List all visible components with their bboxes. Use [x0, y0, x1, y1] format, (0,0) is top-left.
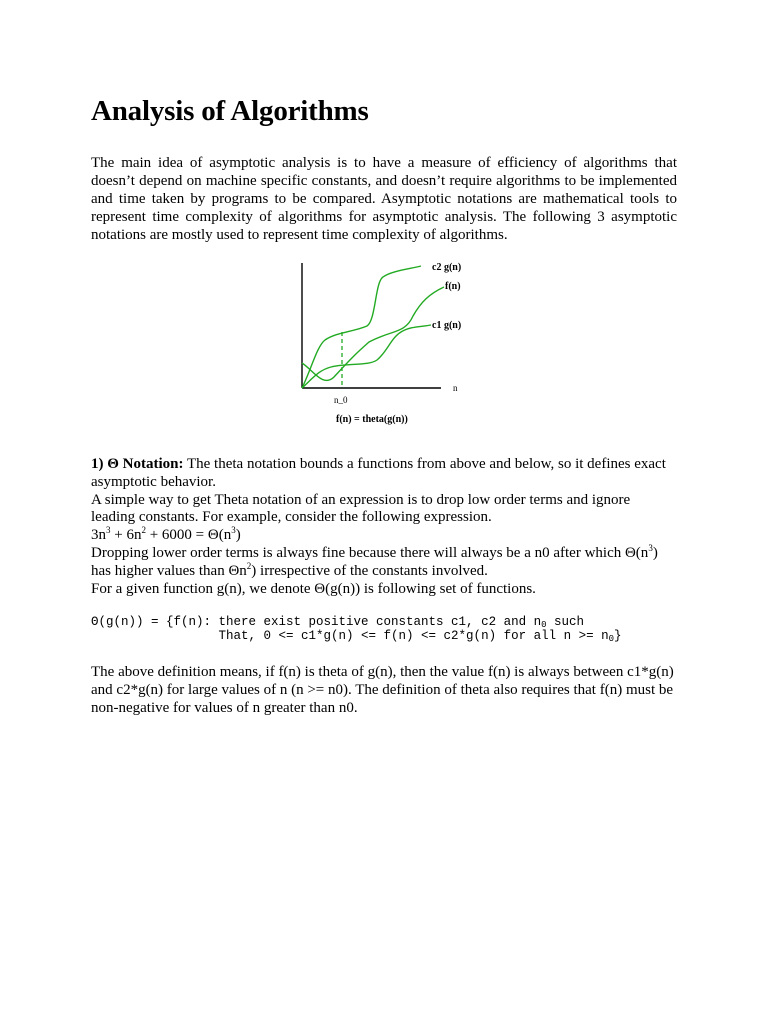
drop-line-1: [91, 542, 677, 563]
code-part: That, 0 <= c1*g(n) <= f(n) <= c2*g(n) for all n >= n: [91, 629, 609, 644]
theta-section: [91, 456, 677, 598]
theta-expression: [91, 527, 677, 545]
expr-part: ): [235, 527, 241, 544]
expr-part: + 6n: [110, 527, 142, 544]
theta-graph: [91, 260, 677, 438]
given-line: For a given function g(n), we denote Θ(g(n)) is following set of functions.: [91, 580, 536, 597]
expr-part: 3n: [91, 527, 106, 544]
document-page: [91, 92, 677, 717]
drop-sup: 3: [648, 542, 653, 553]
drop-part: ) irrespective of the constants involved.: [251, 562, 488, 579]
code-line-1: [91, 615, 677, 629]
figure-caption: f(n) = theta(g(n)): [336, 414, 408, 425]
intro-paragraph: The main idea of asymptotic analysis is to have a measure of efficiency of algorithms that doesn’t depend on machine specific constants, and doesn’t require algorithms to be implemented and time taken by programs to be compared. Asymptotic notations are mathematical tools to represent time complexity of algorithms for asymptotic analysis. The following 3 asymptotic notations are mostly used to represent time complexity of algorithms.: [91, 155, 677, 243]
theta-heading-line: [91, 456, 677, 492]
theta-figure: [91, 260, 677, 438]
theta-desc: The theta notation bounds a functions from above and below, so it defines exact asymptotic behavior.: [91, 456, 666, 490]
code-part: }: [614, 629, 622, 644]
drop-part: has higher values than Θn: [91, 562, 247, 579]
theta-line2: A simple way to get Theta notation of an expression is to drop low order terms and ignore leading constants. For example, consider the following expression.: [91, 491, 631, 526]
code-line-2: [91, 629, 677, 643]
label-n0: n_0: [334, 395, 348, 405]
theta-definition-code: [91, 615, 677, 643]
drop-part: ): [652, 544, 658, 561]
label-fn: f(n): [445, 281, 461, 292]
page-title: Analysis of Algorithms: [91, 95, 369, 127]
code-sub: 0: [541, 620, 547, 631]
code-part: such: [546, 615, 584, 630]
definition-paragraph: The above definition means, if f(n) is theta of g(n), then the value f(n) is always between c1*g(n) and c2*g(n) for large values of n (n >= n0). The definition of theta also requires that f(n) must be non-negative for values of n greater than n0.: [91, 664, 674, 717]
drop-part: Dropping lower order terms is always fine because there will always be a n0 after which Θ(n: [91, 544, 649, 561]
label-n-axis: n: [453, 383, 458, 393]
c2-gn-curve: [302, 266, 421, 388]
fn-curve: [302, 287, 444, 380]
expr-sup: 2: [141, 525, 146, 536]
drop-line-2: [91, 560, 677, 581]
label-c1-gn: c1 g(n): [432, 320, 462, 331]
theta-heading: 1) Θ Notation:: [91, 456, 184, 472]
code-sub: 0: [608, 634, 614, 645]
code-part: Θ(g(n)) = {f(n): there exist positive constants c1, c2 and n: [91, 615, 542, 630]
expr-sup: 3: [106, 525, 111, 536]
expr-sup: 3: [231, 525, 236, 536]
expr-part: + 6000 = Θ(n: [145, 527, 232, 544]
label-c2-gn: c2 g(n): [432, 262, 462, 273]
drop-sup: 2: [246, 560, 252, 571]
